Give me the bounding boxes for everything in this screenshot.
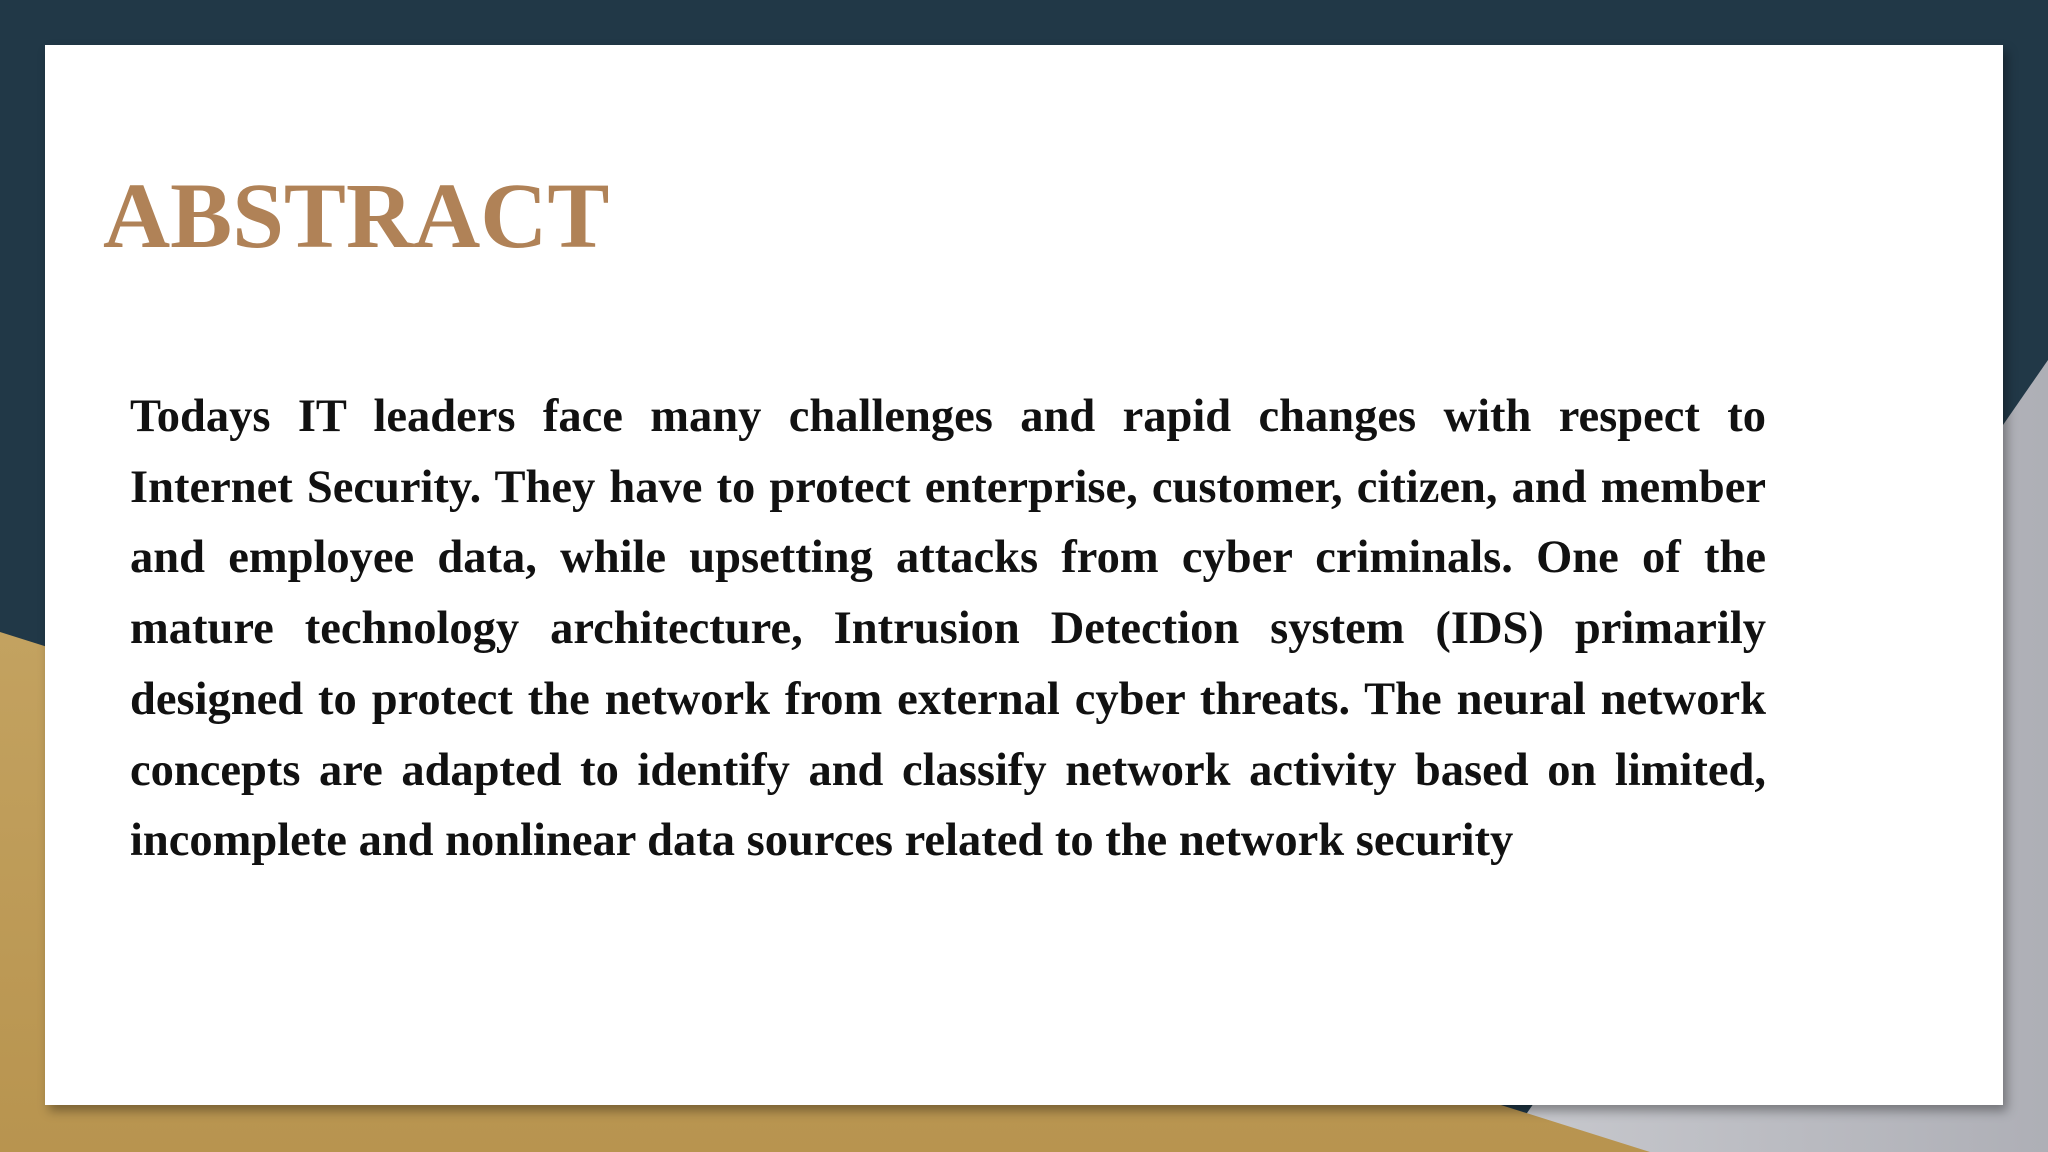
abstract-paragraph: Todays IT leaders face many challenges and rapid changes with respect to Internet Security. They have to protect enterprise, customer, citizen, and member and employee data, while upsetting attacks from cyber criminals. One of the mature technology architecture, Intrusion Detection system (IDS) primarily designed to protect the network from external cyber threats. The neural network concepts are adapted to identify and classify network activity based on limited, incomplete and nonlinear data sources related to the network security [130, 391, 1766, 867]
slide-title: ABSTRACT [103, 165, 610, 268]
